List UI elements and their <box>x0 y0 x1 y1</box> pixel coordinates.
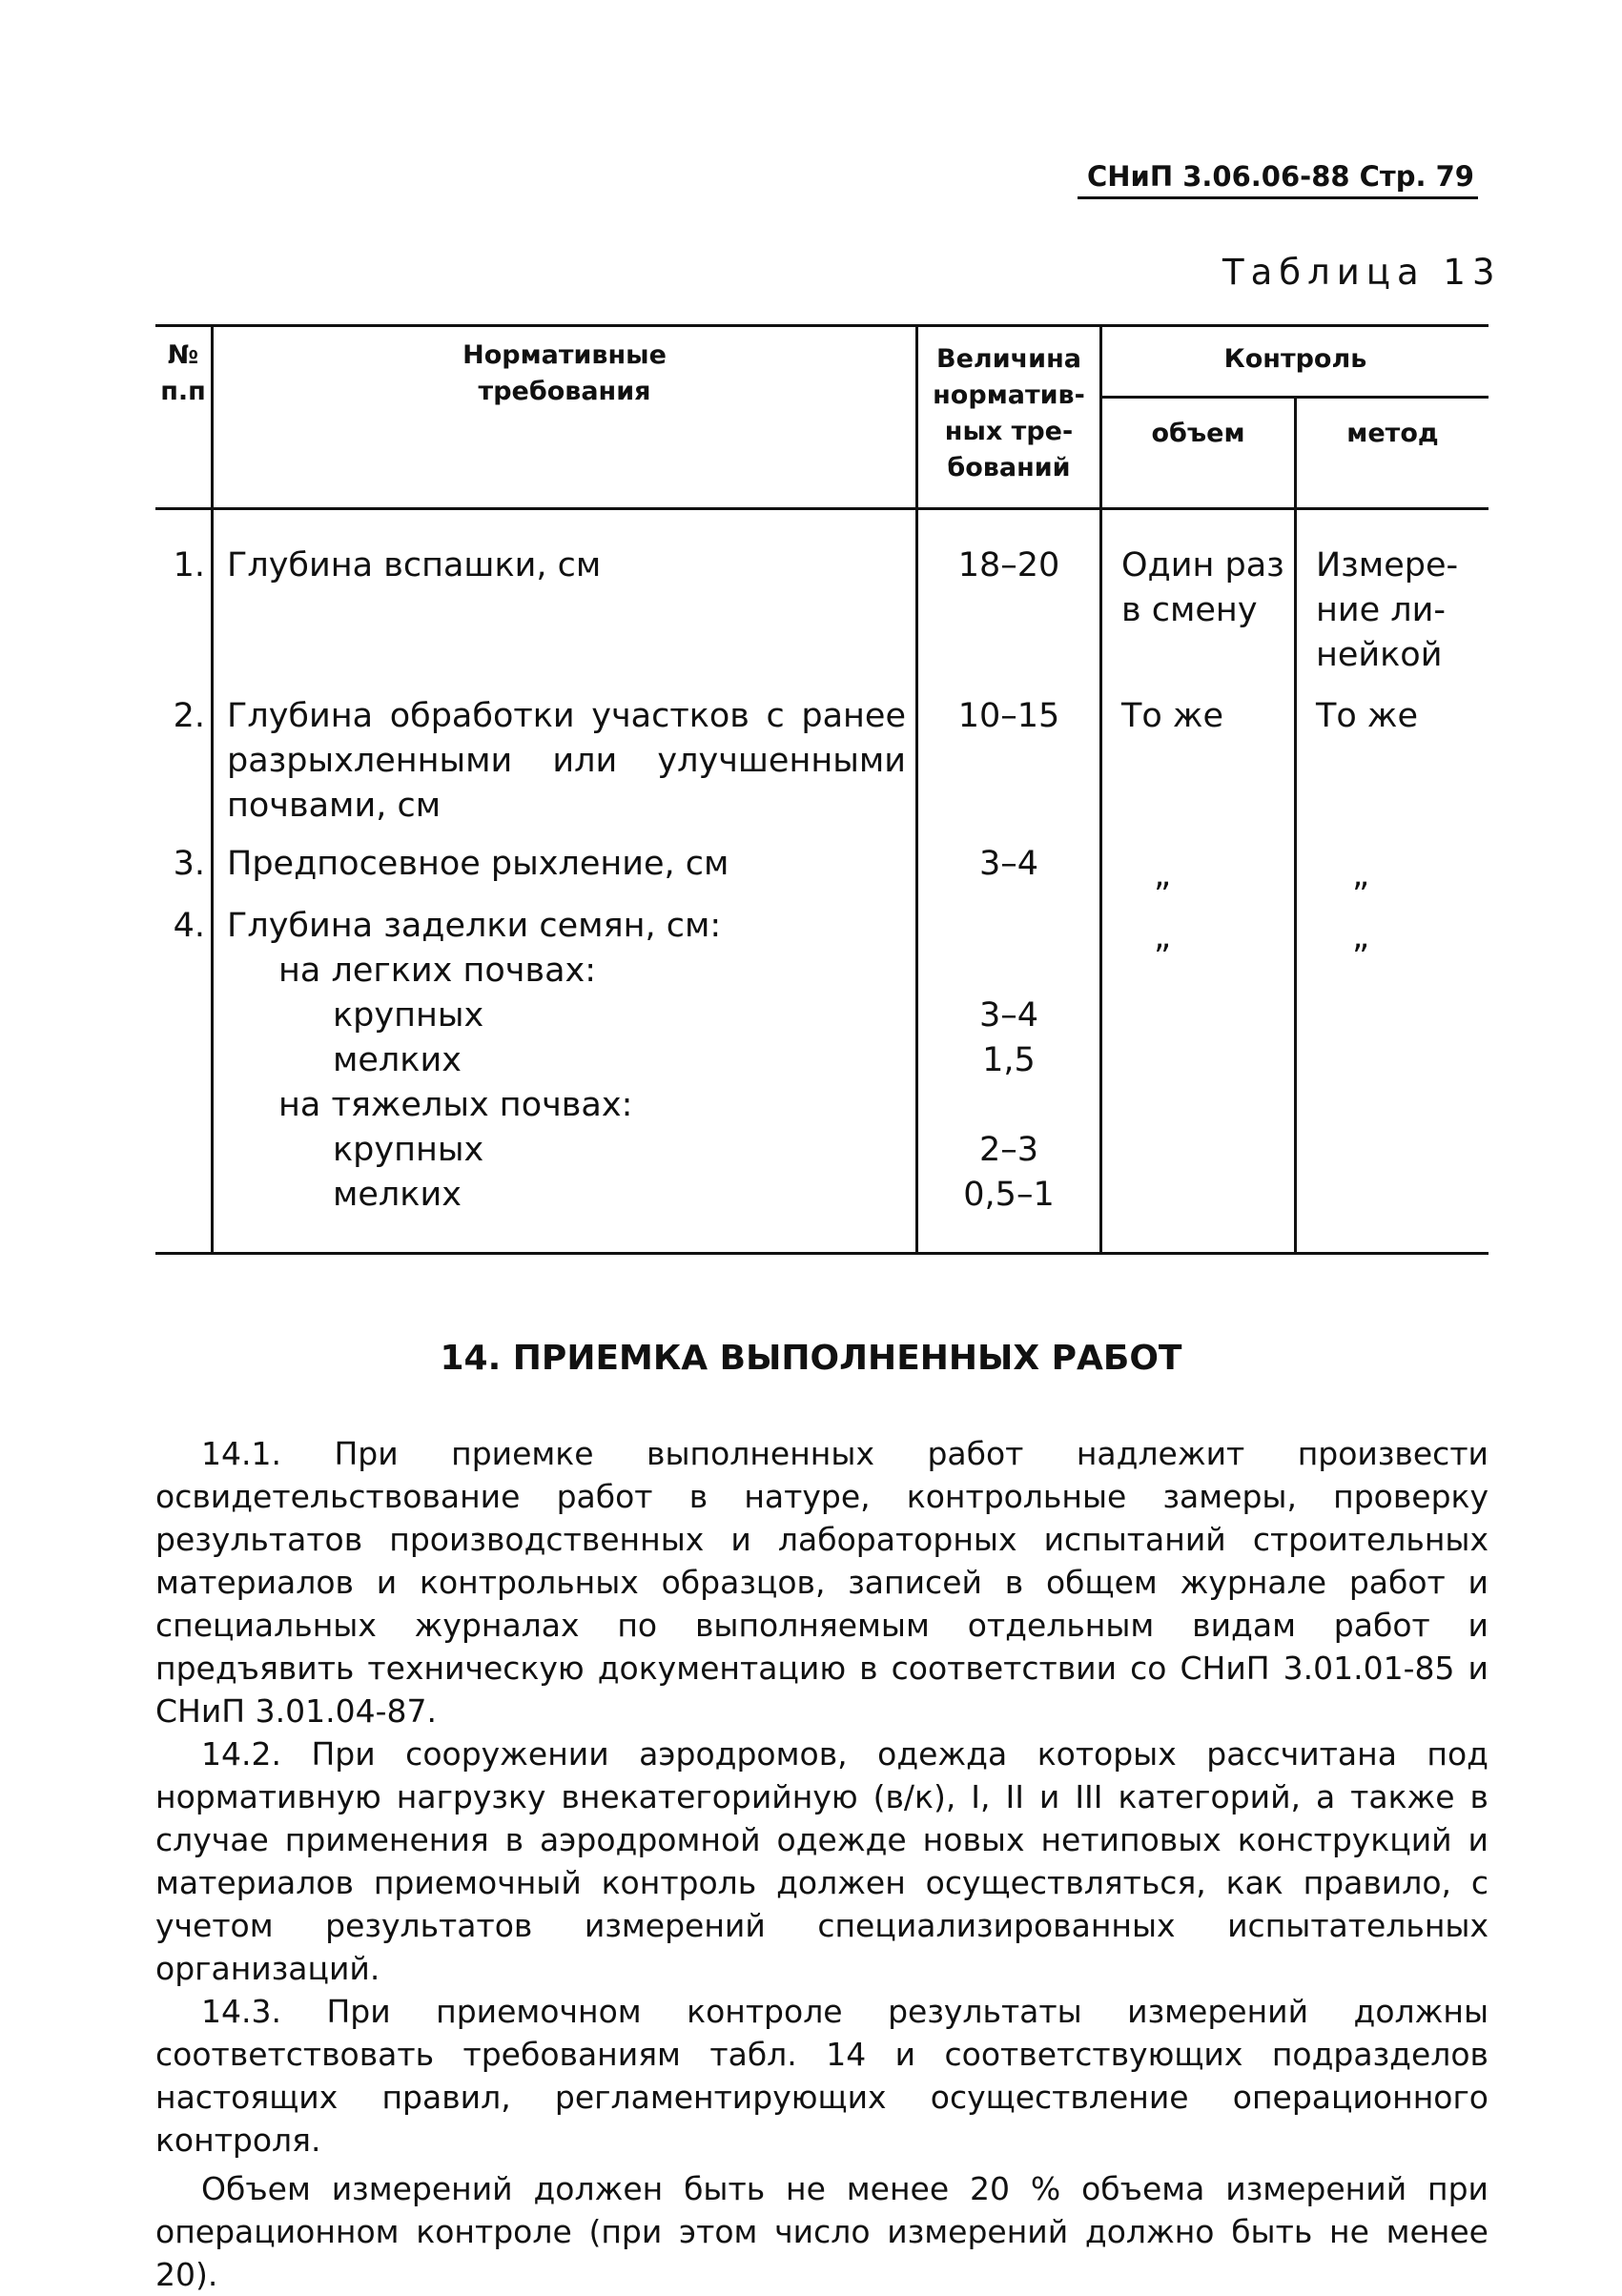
header-control: Контроль <box>1223 344 1367 374</box>
paragraph: 14.3. При приемочном контроле результаты измерений должны соответствовать требованиям табл. 14 и соответствующих подразделов настоящих правил, регламентирующих осуществление операционного контроля. <box>155 1993 1489 2159</box>
row-method-ditto: „ <box>1352 856 1370 894</box>
row-value: 18–20 <box>957 546 1060 584</box>
header-underline <box>1078 196 1478 199</box>
row-number: 3. <box>173 845 205 883</box>
table-top-rule <box>155 324 1489 327</box>
row-method: То же <box>1316 697 1418 735</box>
row-number: 2. <box>173 697 205 735</box>
row-volume: Один раз в смену <box>1121 546 1284 629</box>
column-divider-3 <box>1099 324 1102 1255</box>
row-volume-ditto: „ <box>1154 856 1172 894</box>
header-value: Величина норматив- ных тре- бований <box>933 344 1085 482</box>
paragraph: 14.2. При сооружении аэродромов, одежда которых рассчитана под нормативную нагрузку внекатегорийную (в/к), I, II и III категорий, а также в случае применения в аэродромной одежде новых нетиповых конструкций и материалов приемочный контроль должен осуществляться, как правило, с учетом результатов измерений специализированных испытательных организаций. <box>155 1735 1489 1987</box>
row-values: 3–4 1,5 2–3 0,5–1 <box>963 996 1055 1214</box>
paragraph: Объем измерений должен быть не менее 20 % объема измерений при операционном контроле (при этом число измерений должно быть не менее 20). <box>155 2170 1489 2293</box>
row-number: 4. <box>173 907 205 945</box>
row-method-ditto: „ <box>1352 918 1370 956</box>
table-bottom-rule <box>155 1252 1489 1255</box>
row-number: 1. <box>173 546 205 584</box>
document-reference: СНиП 3.06.06-88 Стр. 79 <box>1087 160 1474 193</box>
section-title: 14. ПРИЕМКА ВЫПОЛНЕННЫХ РАБОТ <box>440 1339 1182 1378</box>
table-title: Таблица 13 <box>1222 252 1502 293</box>
header-requirements: Нормативные требования <box>462 340 667 406</box>
paragraph: 14.1. При приемке выполненных работ надлежит произвести освидетельствование работ в натуре, контрольные замеры, проверку результатов производственных и лабораторных испытаний строительных материалов и контрольных образцов, записей в общем журнале работ и специальных журналах по выполняемым отдельным видам работ и предъявить техническую документацию в соответствии со СНиП 3.01.01-85 и СНиП 3.01.04-87. <box>155 1435 1489 1730</box>
header-bottom-rule <box>155 507 1489 510</box>
row-value: 3–4 <box>978 845 1039 883</box>
header-method: метод <box>1346 419 1439 448</box>
header-volume: объем <box>1151 419 1245 448</box>
row-requirement: Глубина обработки участков с ранее разрыхленными или улучшенными почвами, см <box>227 697 906 825</box>
column-divider-1 <box>211 324 214 1255</box>
section-body <box>155 1432 1489 2296</box>
row-value: 10–15 <box>957 697 1060 735</box>
row-requirement: Предпосевное рыхление, см <box>227 845 729 883</box>
row-volume: То же <box>1121 697 1223 735</box>
header-number: № п.п <box>160 340 206 406</box>
row-requirement: Глубина вспашки, см <box>227 546 602 584</box>
row-method: Измере- ние ли- нейкой <box>1316 546 1459 674</box>
row-requirement: Глубина заделки семян, см: на легких почвах: крупных мелких на тяжелых почвах: крупных мелких <box>227 907 722 1214</box>
row-volume-ditto: „ <box>1154 918 1172 956</box>
column-divider-4 <box>1294 396 1297 1255</box>
